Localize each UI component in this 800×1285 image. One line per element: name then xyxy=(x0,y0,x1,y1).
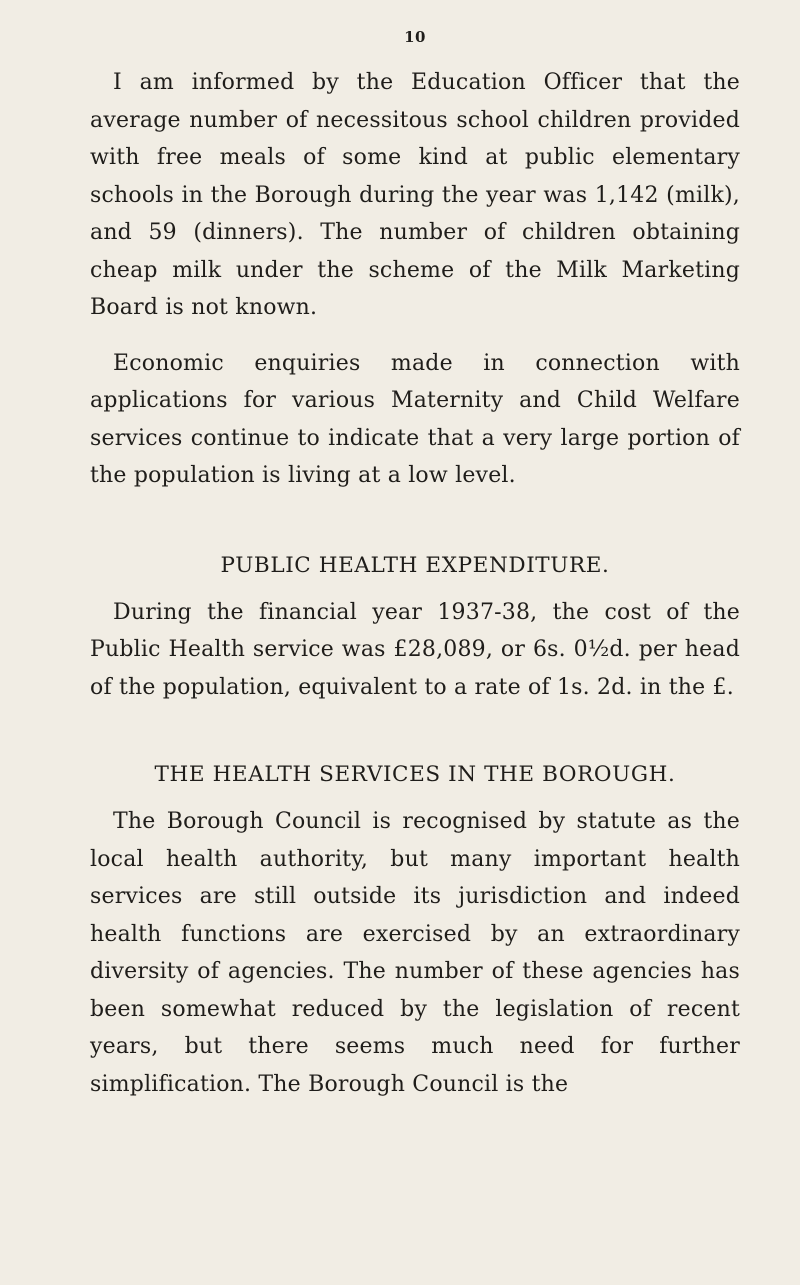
heading-health-services: THE HEALTH SERVICES IN THE BOROUGH. xyxy=(154,762,676,787)
heading-public-health-expenditure: PUBLIC HEALTH EXPENDITURE. xyxy=(220,552,610,578)
paragraph-economic-enquiries: Economic enquiries made in connection with applications for various Maternity and Child Welfare services continue to indicate that a very large portion of the population is living at a low level. xyxy=(90,350,740,488)
paragraph-free-meals: I am informed by the Education Officer that the average number of necessitous school children provided with free meals of some kind at public elementary schools in the Borough during the year was 1,142 (milk), and 59 (dinners). The number of children obtaining cheap milk under the scheme of the Milk Marketing Board is not known. xyxy=(90,70,740,320)
paragraph-expenditure: During the financial year 1937-38, the cost of the Public Health service was £28,089, or 6s. 0½d. per head of the population, equivalent to a rate of 1s. 2d. in the £. xyxy=(90,599,740,700)
page-number: 10 xyxy=(404,28,426,46)
document-page xyxy=(90,28,740,1103)
paragraph-health-services: The Borough Council is recognised by statute as the local health authority, but many important health services are still outside its jurisdiction and indeed health functions are exercised by an extraordinary diversity of agencies. The number of these agencies has been somewhat reduced by the legislation of recent years, but there seems much need for further simplification. The Borough Council is the xyxy=(90,809,740,1097)
